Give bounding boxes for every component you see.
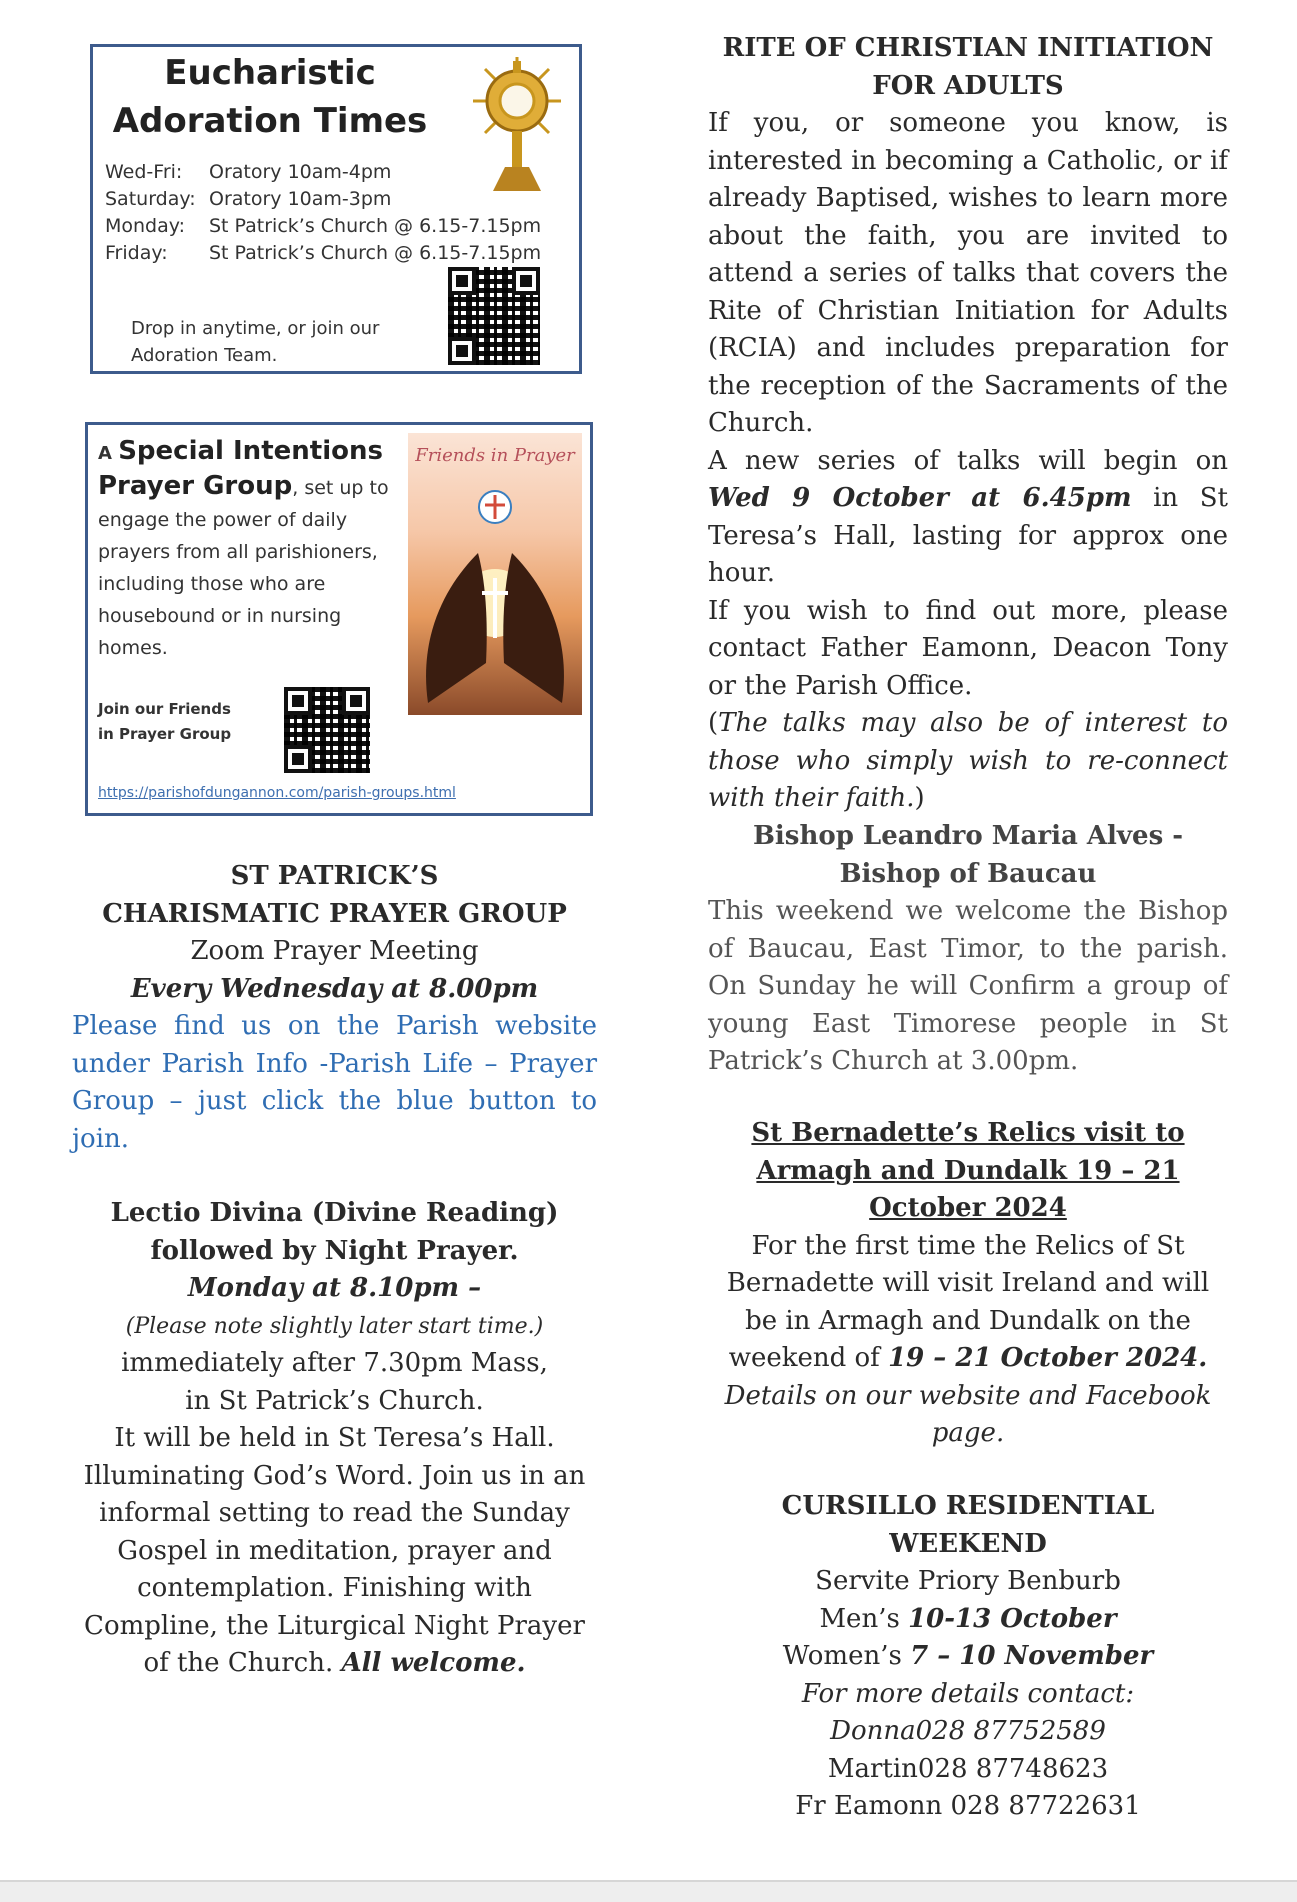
praying-hands-icon xyxy=(408,433,582,715)
charismatic-section: ST PATRICK’S CHARISMATIC PRAYER GROUP Zoom Prayer Meeting Every Wednesday at 8.00pm xyxy=(102,861,567,1004)
rcia-heading: RITE OF CHRISTIAN INITIATION FOR ADULTS xyxy=(722,33,1214,101)
contact-line: Donna028 87752589 xyxy=(830,1716,1106,1746)
page-bottom-bar xyxy=(0,1880,1297,1902)
schedule-row: Friday: St Patrick’s Church @ 6.15-7.15pm xyxy=(105,242,542,264)
bishop-section: Bishop Leandro Maria Alves - Bishop of Baucau This weekend we welcome the Bishop of Baucau, East Timor, to the parish. On Sunday he will Confirm a group of young East Timorese people in St Patrick’s Church at 3.00pm. xyxy=(708,818,1228,1081)
special-intentions-box xyxy=(85,422,593,816)
join-friends-note: Join our Friends in Prayer Group xyxy=(98,700,232,743)
adoration-schedule xyxy=(105,159,541,267)
cursillo-section: CURSILLO RESIDENTIAL WEEKEND Servite Priory Benburb Men’s 10-13 October Women’s 7 – 10 November For more details contact: Donna028 87752589 Martin028 87748623 Fr Eamonn 028 87722631 xyxy=(708,1488,1228,1826)
intentions-heading: Special Intentions Prayer Group xyxy=(98,436,383,501)
intentions-text: A Special Intentions Prayer Group, set up to engage the power of daily prayers from all parishioners, including those who are housebound or in nursing homes. xyxy=(98,436,389,659)
drop-in-note: Drop in anytime, or join our Adoration Team. xyxy=(131,318,380,366)
schedule-row: Wed-Fri: Oratory 10am-4pm xyxy=(105,161,392,183)
relics-heading: St Bernadette’s Relics visit to Armagh and Dundalk 19 – 21 October 2024 xyxy=(751,1118,1185,1223)
contact-line: Martin028 87748623 xyxy=(827,1753,1109,1784)
lectio-divina-section: Lectio Divina (Divine Reading) followed by Night Prayer. Monday at 8.10pm – (Please note slightly later start time.) immediately after 7.30pm Mass, in St Patrick’s Church. It will be held in St Teresa’s Hall. Illuminating God’s Word. Join us in an informal setting to read the Sunday Gospel in meditation, prayer and contemplation. Finishing with Compline, the Liturgical Night Prayer of the Church. All welcome. xyxy=(83,1198,586,1678)
contact-line: Fr Eamonn 028 87722631 xyxy=(795,1791,1141,1821)
adoration-title: Eucharistic Adoration Times xyxy=(112,53,428,141)
parish-groups-link[interactable]: https://parishofdungannon.com/parish-groups.html xyxy=(98,785,456,801)
adoration-times-box xyxy=(90,44,582,374)
qr-code-icon[interactable] xyxy=(448,267,540,365)
praying-hands-image: Friends in Prayer xyxy=(408,433,582,715)
schedule-row: Monday: St Patrick’s Church @ 6.15-7.15pm xyxy=(105,215,542,237)
charismatic-website-note: Please find us on the Parish website under Parish Info -Parish Life – Prayer Group – just click the blue button to join. xyxy=(72,1011,597,1154)
qr-code-icon[interactable] xyxy=(284,687,370,773)
bishop-heading: Bishop Leandro Maria Alves - Bishop of Baucau xyxy=(752,821,1184,889)
rcia-section: RITE OF CHRISTIAN INITIATION FOR ADULTS If you, or someone you know, is interested in becoming a Catholic, or if already Baptised, wishes to learn more about the faith, you are invited to attend a series of talks that covers the Rite of Christian Initiation for Adults (RCIA) and includes preparation for the reception of the Sacraments of the Church. A new series of talks will begin on Wed 9 October at 6.45pm in St Teresa’s Hall, lasting for approx one hour. If you wish to find out more, please contact Father Eamonn, Deacon Tony or the Parish Office. (The talks may also be of interest to those who simply wish to re-connect with their faith.) xyxy=(708,30,1228,818)
relics-section: St Bernadette’s Relics visit to Armagh and Dundalk 19 – 21 October 2024 For the first time the Relics of St Bernadette will visit Ireland and will be in Armagh and Dundalk on the weekend of 19 – 21 October 2024. Details on our website and Facebook page. xyxy=(708,1115,1228,1453)
schedule-row: Saturday: Oratory 10am-3pm xyxy=(105,188,392,210)
